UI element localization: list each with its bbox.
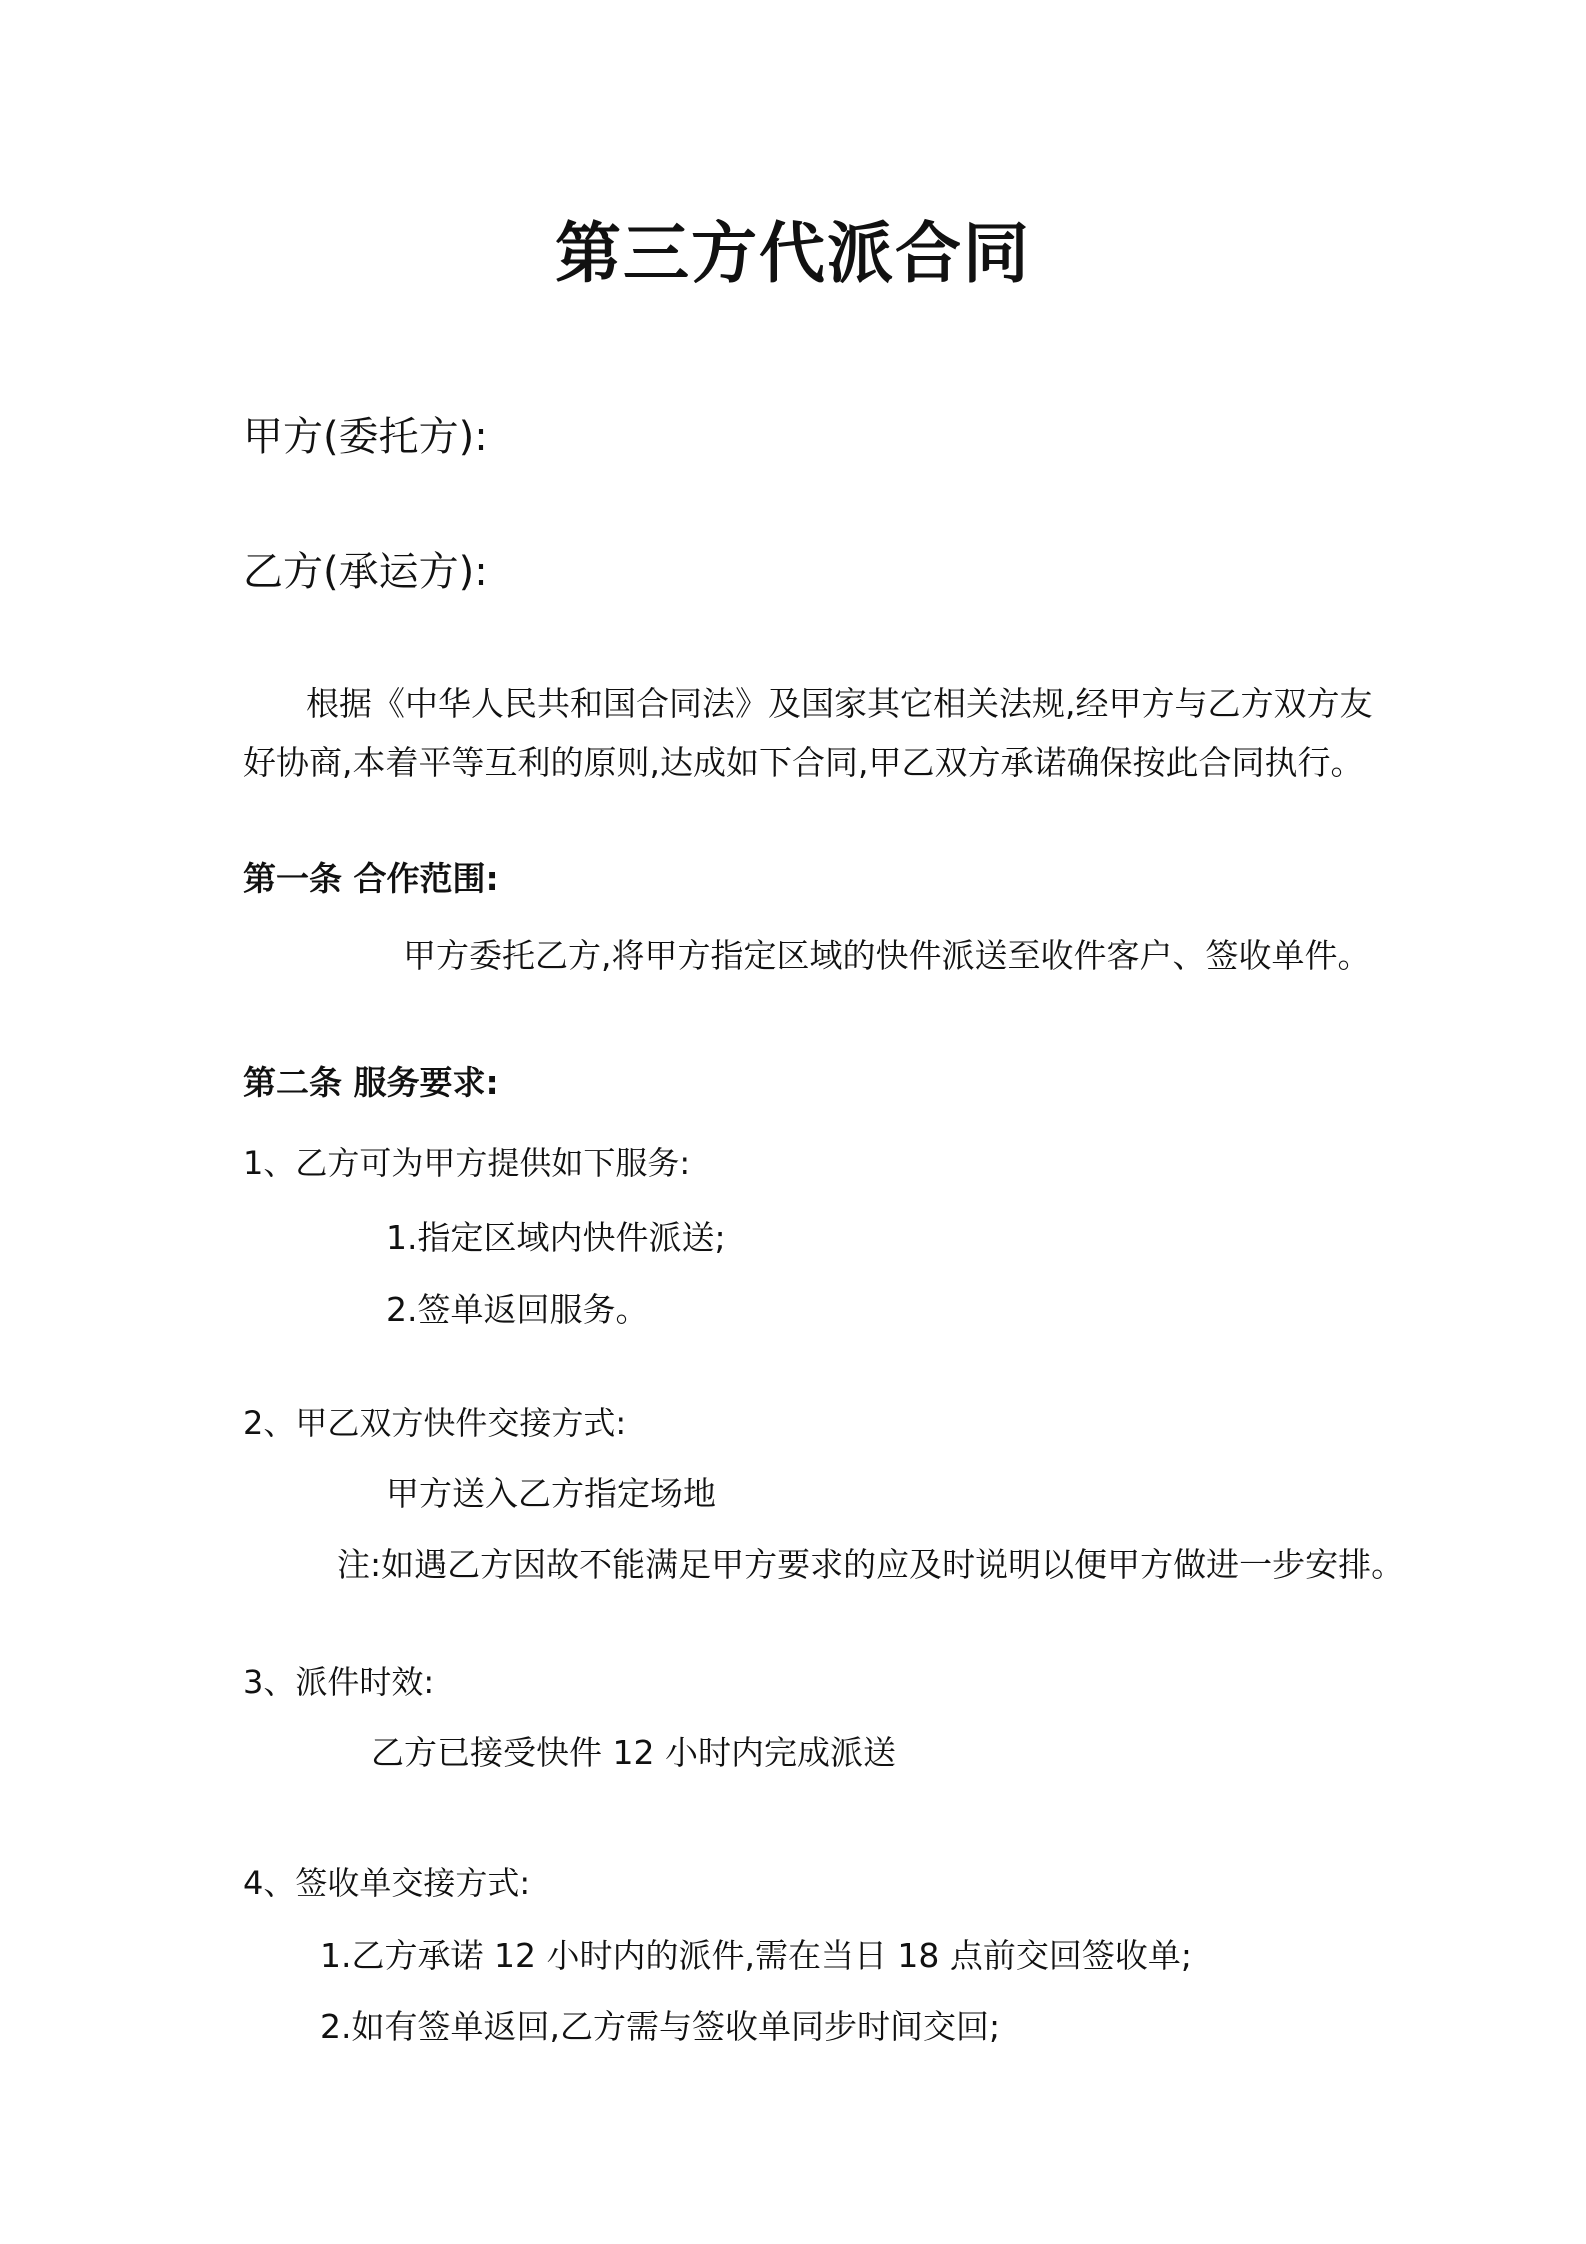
item-3-label: 3、派件时效: <box>243 1663 435 1701</box>
item-2-note: 注:如遇乙方因故不能满足甲方要求的应及时说明以便甲方做进一步安排。 <box>337 1545 1405 1584</box>
item-3-text: 乙方已接受快件 12 小时内完成派送 <box>371 1733 896 1772</box>
document-title: 第三方代派合同 <box>555 215 1031 292</box>
party-a-label: 甲方(委托方): <box>243 414 488 460</box>
item-4-label: 4、签收单交接方式: <box>243 1864 531 1902</box>
item-2-label: 2、甲乙双方快件交接方式: <box>243 1404 627 1442</box>
preamble-line-2: 好协商,本着平等互利的原则,达成如下合同,甲乙双方承诺确保按此合同执行。 <box>243 743 1364 782</box>
item-1-sub-1: 1.指定区域内快件派送; <box>386 1218 726 1257</box>
preamble-line-1: 根据《中华人民共和国合同法》及国家其它相关法规,经甲方与乙方双方友 <box>306 684 1373 723</box>
article-1-heading: 第一条 合作范围: <box>243 859 499 898</box>
article-2-heading: 第二条 服务要求: <box>243 1063 499 1102</box>
item-1-sub-2: 2.签单返回服务。 <box>386 1290 649 1329</box>
item-2-text: 甲方送入乙方指定场地 <box>386 1474 716 1513</box>
article-1-text: 甲方委托乙方,将甲方指定区域的快件派送至收件客户、签收单件。 <box>403 936 1371 975</box>
party-b-label: 乙方(承运方): <box>243 549 488 595</box>
item-4-sub-2: 2.如有签单返回,乙方需与签收单同步时间交回; <box>320 2007 1001 2046</box>
item-1-label: 1、乙方可为甲方提供如下服务: <box>243 1144 691 1182</box>
item-4-sub-1: 1.乙方承诺 12 小时内的派件,需在当日 18 点前交回签收单; <box>320 1936 1193 1975</box>
